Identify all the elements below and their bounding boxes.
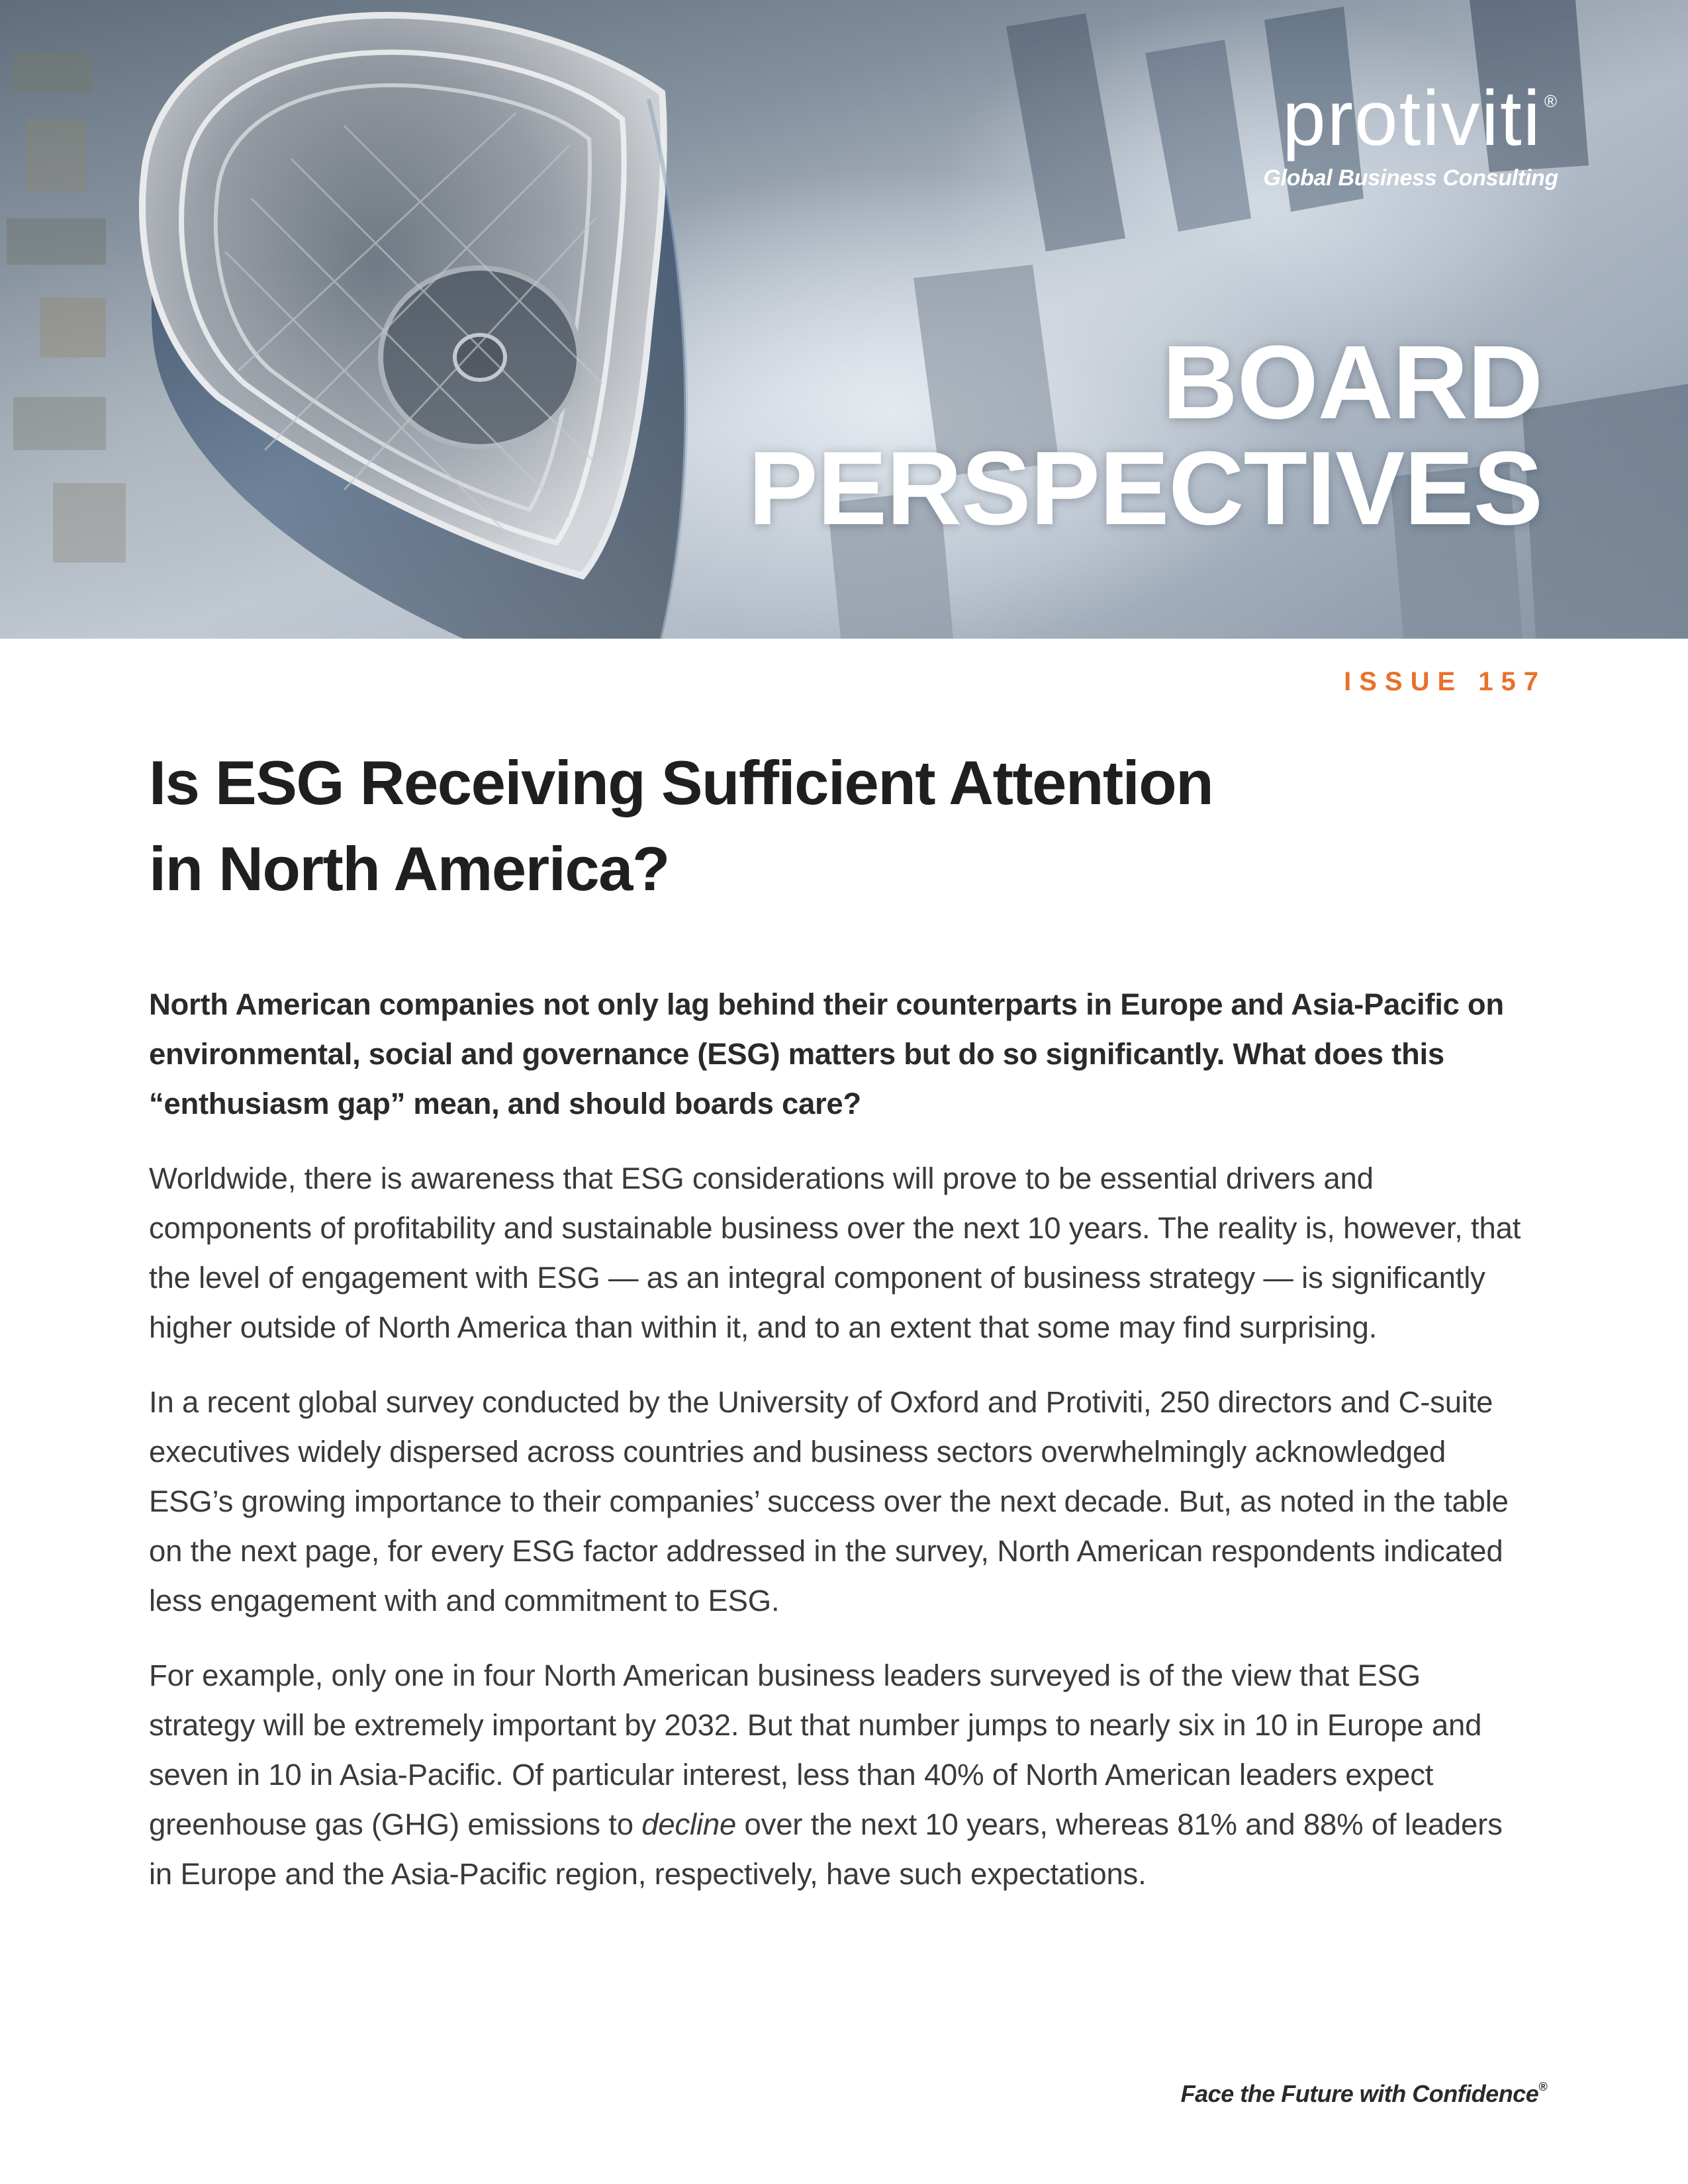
p3-text-before: For example, only one in four North American business leaders surveyed is of the view that ESG strategy will be extremely important by 2032. But that number jumps to nearly six in 10 in Europe and seven in 10 in Asia-Pacific. Of particular interest, less than 40% of North American leaders expect greenhouse gas (GHG) emissions to — [149, 1659, 1482, 1841]
lead-paragraph: North American companies not only lag behind their counterparts in Europe and Asia-Pacific on environmental, social and governance (ESG) matters but do so significantly. What does this “enthusiasm gap” mean, and should boards care? — [149, 987, 1504, 1120]
publication-title — [748, 324, 1542, 547]
publication-title-line2: PERSPECTIVES — [748, 430, 1542, 547]
headline-line1: Is ESG Receiving Sufficient Attention — [149, 748, 1213, 817]
p3-emphasis: decline — [641, 1807, 737, 1841]
brand-logo — [1263, 75, 1558, 191]
hero-banner — [0, 0, 1688, 639]
issue-number: ISSUE 157 — [1344, 667, 1546, 696]
brand-tagline: Global Business Consulting — [1263, 165, 1558, 191]
body-paragraph-3 — [149, 1651, 1532, 1899]
footer-registered-mark: ® — [1538, 2080, 1547, 2093]
footer-tagline-text: Face the Future with Confidence — [1180, 2080, 1539, 2107]
article-headline — [149, 740, 1274, 912]
body-paragraph-1: Worldwide, there is awareness that ESG considerations will prove to be essential drivers and components of profitability and sustainable business over the next 10 years. The reality is, however, that the level of engagement with ESG — as an integral component of business strategy — is significantly higher outside of North America than within it, and to an extent that some may find surprising. — [149, 1161, 1521, 1344]
p3-text-after: over the next 10 years, whereas 81% and 88% of leaders in Europe and the Asia-Pacific region, respectively, have such expectations. — [149, 1807, 1503, 1891]
publication-title-line1: BOARD — [1162, 324, 1542, 441]
brand-wordmark — [1263, 75, 1558, 162]
body-paragraph-2: In a recent global survey conducted by the University of Oxford and Protiviti, 250 directors and C-suite executives widely dispersed across countries and business sectors overwhelmingly acknowledged ESG’s growing importance to their companies’ success over the next decade. But, as noted in the table on the next page, for every ESG factor addressed in the survey, North American respondents indicated less engagement with and commitment to ESG. — [149, 1385, 1509, 1617]
registered-mark: ® — [1544, 91, 1558, 111]
brand-name: protiviti — [1282, 75, 1542, 162]
headline-line2: in North America? — [149, 834, 669, 903]
article-body — [149, 979, 1532, 1924]
footer-tagline — [1181, 2080, 1547, 2108]
